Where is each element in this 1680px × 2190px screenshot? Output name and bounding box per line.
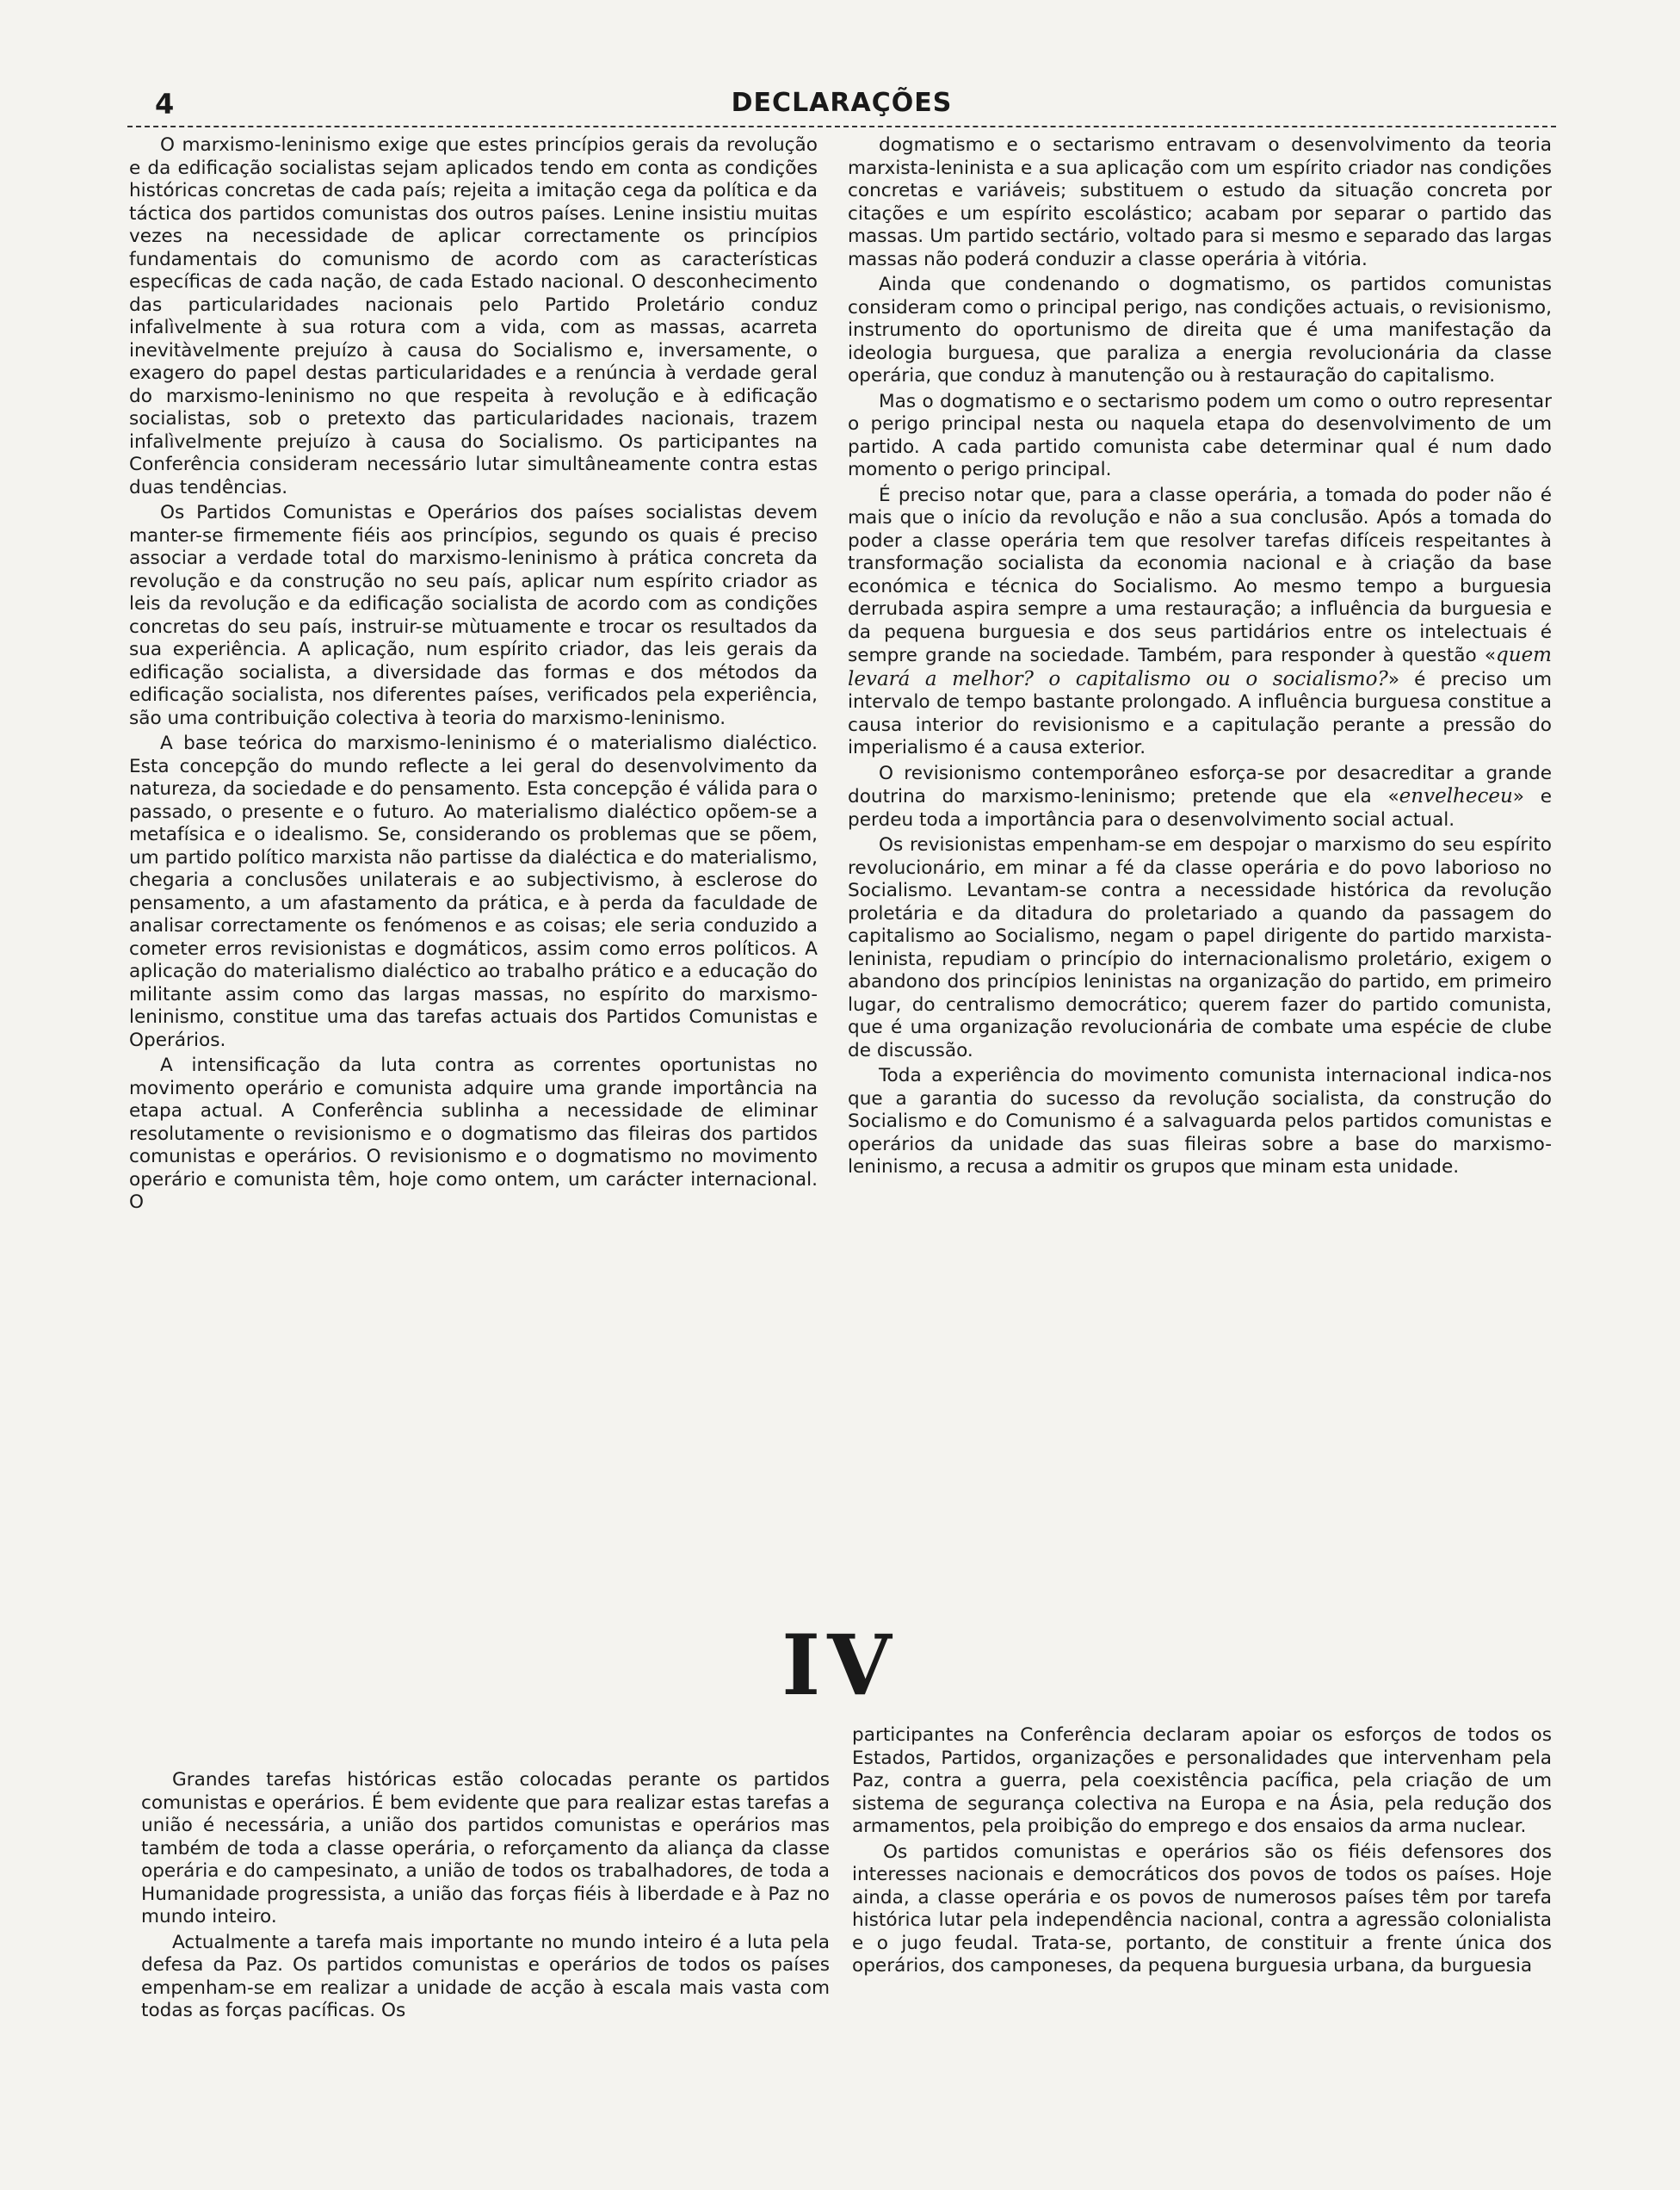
italic-quote: envelheceu (1399, 785, 1513, 807)
paragraph: A intensificação da luta contra as correntes oportunistas no movimento operário e comunista adquire uma grande importância na etapa actual. A Conferência sublinha a necessidade de eliminar resolutamente o revisionismo e o dogmatismo das fileiras dos partidos comunistas e operários. O revisionismo e o dogmatismo no movimento operário e comunista têm, hoje como ontem, um carácter internacional. O (129, 1055, 818, 1213)
paragraph-text: O revisionismo contemporâneo esforça-se por desacreditar a grande doutrina do marxismo-leninismo; pretende que ela « (848, 762, 1552, 807)
column-top-right (848, 134, 1552, 1598)
paragraph: Ainda que condenando o dogmatismo, os partidos comunistas consideram como o principal perigo, nas condições actuais, o revisionismo, instrumento do oportunismo de direita que é uma manifestação da ideologia burguesa, que paraliza a energia revolucionária da classe operária, que conduz à manutenção ou à restauração do capitalismo. (848, 274, 1552, 387)
running-title: DECLARAÇÕES (731, 88, 953, 118)
paragraph: participantes na Conferência declaram apoiar os esforços de todos os Estados, Partidos, organizações e personalidades que intervenham pela Paz, contra a guerra, pela coexistência pacífica, pela criação de um sistema de segurança colectiva na Europa e na Ásia, pela redução dos armamentos, pela proibição do emprego e dos ensaios da arma nuclear. (852, 1724, 1552, 1837)
paragraph: Os partidos comunistas e operários são os fiéis defensores dos interesses nacionais e democráticos dos povos de todos os países. Hoje ainda, a classe operária e os povos de numerosos países têm por tarefa histórica lutar pela independência nacional, contra a agressão colonialista e o jugo feudal. Trata-se, portanto, de constituir a frente única dos operários, dos camponeses, da pequena burguesia urbana, da burguesia (852, 1840, 1552, 1977)
paragraph: Toda a experiência do movimento comunista internacional indica-nos que a garantia do sucesso da revolução socialista, da construção do Socialismo e do Comunismo é a salvaguarda pelos partidos comunistas e operários da unidade das suas fileiras sobre a base do marxismo-leninismo, a recusa a admitir os grupos que minam esta unidade. (848, 1065, 1552, 1178)
paragraph-text: » é preciso um intervalo de tempo bastante prolongado. A influência burguesa constitue a causa interior do revisionismo e a capitulação perante a pressão do imperialismo é a causa exterior. (848, 668, 1552, 758)
column-bottom-right (852, 1724, 1552, 2181)
section-heading: IV (781, 1617, 899, 1714)
paragraph: O marxismo-leninismo exige que estes princípios gerais da revolução e da edificação socialistas sejam aplicados tendo em conta as condições históricas concretas de cada país; rejeita a imitação cega da política e da táctica dos partidos comunistas dos outros países. Lenine insistiu muitas vezes na necessidade de aplicar correctamente os princípios fundamentais do comunismo de acordo com as características específicas de cada nação, de cada Estado nacional. O desconhecimento das particularidades nacionais pelo Partido Proletário conduz infalìvelmente à sua rotura com a vida, com as massas, acarreta inevitàvelmente prejuízo à causa do Socialismo e, inversamente, o exagero do papel destas particularidades e a renúncia à verdade geral do marxismo-leninismo no que respeita à revolução e à edificação socialistas, sob o pretexto das particularidades nacionais, trazem infalìvelmente prejuízo à causa do Socialismo. Os participantes na Conferência consideram necessário lutar simultâneamente contra estas duas tendências. (129, 134, 818, 498)
italic-quote: quem levará a melhor? o capitalismo ou o socialismo? (848, 644, 1552, 690)
paragraph: Mas o dogmatismo e o sectarismo podem um como o outro representar o perigo principal nesta ou naquela etapa do desenvolvimento de um partido. A cada partido comunista cabe determinar qual é num dado momento o perigo principal. (848, 390, 1552, 480)
page-number: 4 (155, 88, 175, 121)
paragraph (848, 485, 1552, 760)
paragraph-text: É preciso notar que, para a classe operária, a tomada do poder não é mais que o início da revolução e não a sua conclusão. Após a tomada do poder a classe operária tem que resolver tarefas difíceis respeitantes à transformação socialista da economia nacional e à criação da base económica e técnica do Socialismo. Ao mesmo tempo a burguesia derrubada aspira sempre a uma restauração; a influência da burguesia e da pequena burguesia e dos seus partidários entre os intelectuais é sempre grande na sociedade. Também, para responder à questão « (848, 484, 1552, 666)
paragraph: dogmatismo e o sectarismo entravam o desenvolvimento da teoria marxista-leninista e a sua aplicação com um espírito criador nas condições concretas e variáveis; substituem o estudo da situação concreta por citações e um espírito escolástico; acabam por separar o partido das massas. Um partido sectário, voltado para si mesmo e separado das largas massas não poderá conduzir a classe operária à vitória. (848, 134, 1552, 270)
paragraph-text: » e perdeu toda a importância para o desenvolvimento social actual. (848, 786, 1552, 831)
paragraph: Os revisionistas empenham-se em despojar o marxismo do seu espírito revolucionário, em minar a fé da classe operária e do povo laborioso no Socialismo. Levantam-se contra a necessidade histórica da revolução proletária e da ditadura do proletariado a quando da passagem do capitalismo ao Socialismo, negam o papel dirigente do partido marxista-leninista, repudiam o princípio do internacionalismo proletário, exigem o abandono dos princípios leninistas na organização do partido, em primeiro lugar, do centralismo democrático; querem fazer do partido comunista, que é uma organização revolucionária de combate uma espécie de clube de discussão. (848, 834, 1552, 1061)
column-top-left (129, 134, 818, 1598)
paragraph: Grandes tarefas históricas estão colocadas perante os partidos comunistas e operários. É bem evidente que para realizar estas tarefas a união é necessária, a união dos partidos comunistas e operários mas também de toda a classe operária, o reforçamento da aliança da classe operária e do campesinato, a união de todos os trabalhadores, de toda a Humanidade progressista, a união das forças fiéis à liberdade e à Paz no mundo inteiro. (141, 1769, 830, 1927)
paragraph: Actualmente a tarefa mais importante no mundo inteiro é a luta pela defesa da Paz. Os partidos comunistas e operários de todos os países empenham-se em realizar a unidade de acção à escala mais vasta com todas as forças pacíficas. Os (141, 1931, 830, 2021)
paragraph: Os Partidos Comunistas e Operários dos países socialistas devem manter-se firmemente fiéis aos princípios, segundo os quais é preciso associar a verdade total do marxismo-leninismo à prática concreta da revolução e da construção no seu país, aplicar num espírito criador as leis da revolução e da edificação socialista de acordo com as condições concretas do seu país, instruir-se mùtuamente e trocar os resultados da sua experiência. A aplicação, num espírito criador, das leis gerais da edificação socialista, a diversidade das formas e dos métodos da edificação socialista, nos diferentes países, verificados pela experiência, são uma contribuição colectiva à teoria do marxismo-leninismo. (129, 502, 818, 729)
column-bottom-left (141, 1769, 830, 2174)
paragraph (848, 763, 1552, 832)
page-header (127, 83, 1556, 127)
paragraph: A base teórica do marxismo-leninismo é o materialismo dialéctico. Esta concepção do mundo reflecte a lei geral do desenvolvimento da natureza, da sociedade e do pensamento. Esta concepção é válida para o passado, o presente e o futuro. Ao materialismo dialéctico opõem-se a metafísica e o idealismo. Se, considerando os problemas que se põem, um partido político marxista não partisse da dialéctica e do materialismo, chegaria a conclusões unilaterais e ao subjectivismo, à esclerose do pensamento, a um afastamento da prática, e à perda da faculdade de analisar correctamente os fenómenos e as coisas; ele seria conduzido a cometer erros revisionistas e dogmáticos, assim como erros políticos. A aplicação do materialismo dialéctico ao trabalho prático e a educação do militante assim como das largas massas, no espírito do marxismo-leninismo, constitue uma das tarefas actuais dos Partidos Comunistas e Operários. (129, 733, 818, 1051)
